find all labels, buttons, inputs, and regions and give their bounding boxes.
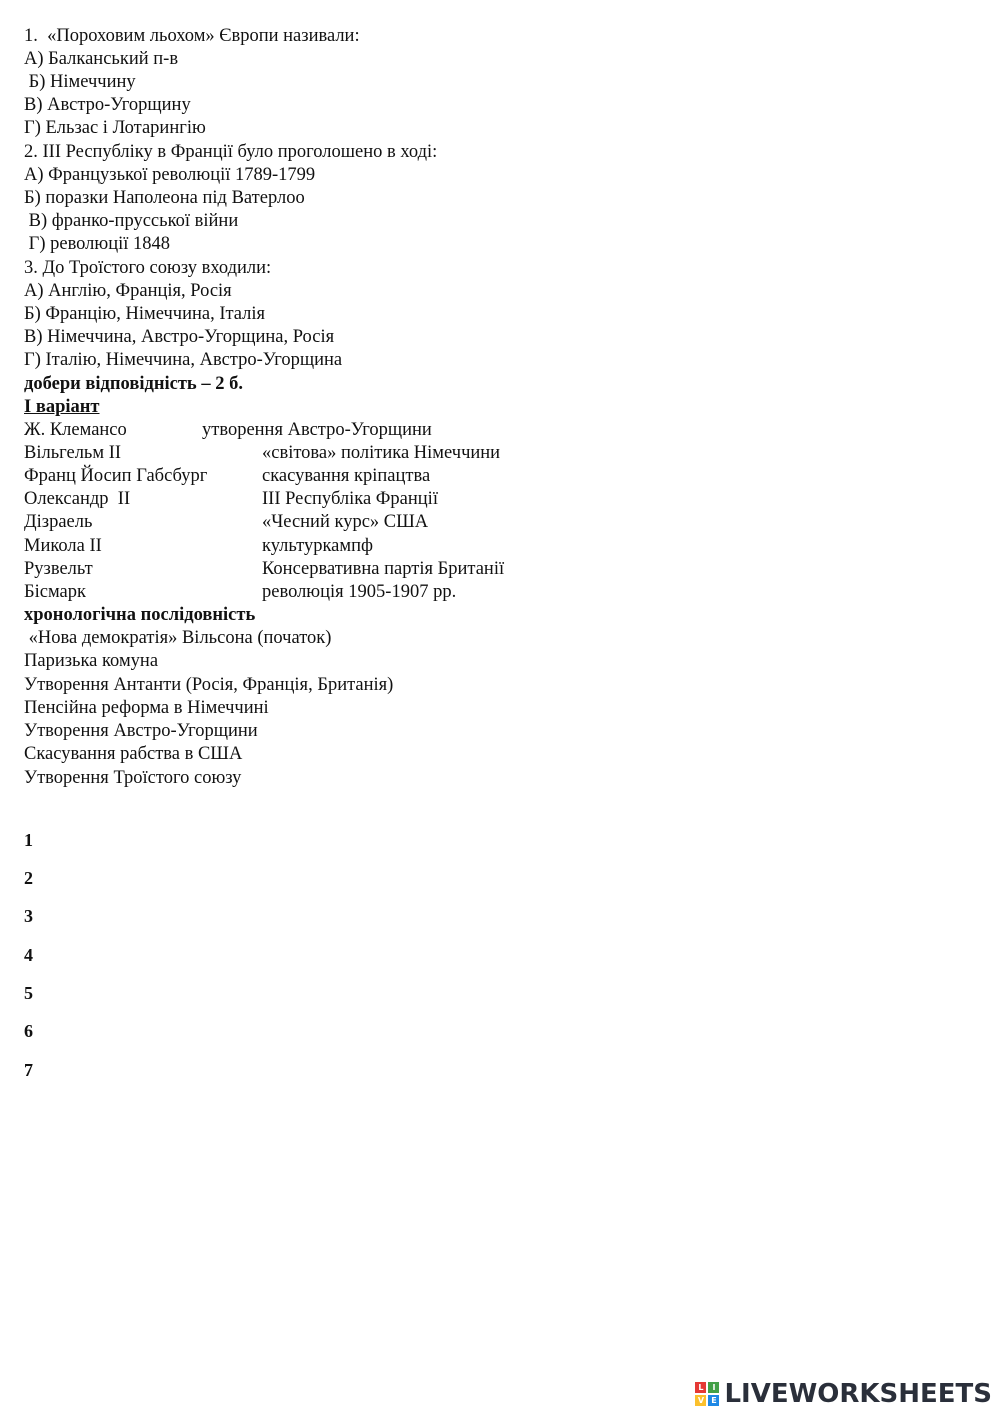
- answer-number-5: 5: [24, 983, 33, 1003]
- q2-option-a: А) Французької революції 1789-1799: [24, 165, 316, 185]
- liveworksheets-logo-icon: [695, 1382, 719, 1406]
- chronology-item-5: Утворення Австро-Угорщини: [24, 721, 258, 741]
- answer-number-4: 4: [24, 945, 33, 965]
- question-3: 3. До Троїстого союзу входили:: [24, 258, 272, 278]
- logo-text: LIVEWORKSHEETS: [724, 1379, 992, 1409]
- chronology-heading: хронологічна послідовність: [24, 605, 256, 625]
- q3-option-d: Г) Італію, Німеччина, Австро-Угорщина: [24, 350, 343, 370]
- q3-option-a: А) Англію, Франція, Росія: [24, 281, 232, 301]
- q1-option-b: Б) Німеччину: [24, 72, 136, 92]
- match-left-1: Ж. Клемансо: [24, 420, 127, 440]
- chronology-item-3: Утворення Антанти (Росія, Франція, Британія): [24, 675, 394, 695]
- match-left-5: Дізраель: [24, 512, 93, 532]
- q1-option-a: А) Балканський п-в: [24, 49, 179, 69]
- matching-heading: добери відповідність – 2 б.: [24, 374, 243, 394]
- chronology-item-4: Пенсійна реформа в Німеччині: [24, 698, 269, 718]
- match-right-2: «світова» політика Німеччини: [262, 443, 501, 463]
- answer-number-1: 1: [24, 830, 33, 850]
- logo-block-e: E: [708, 1395, 719, 1406]
- answer-number-3: 3: [24, 906, 33, 926]
- q3-option-b: Б) Францію, Німеччина, Італія: [24, 304, 266, 324]
- chronology-item-2: Паризька комуна: [24, 651, 159, 671]
- answer-number-7: 7: [24, 1060, 33, 1080]
- match-left-6: Микола ІІ: [24, 536, 102, 556]
- logo-block-i: I: [708, 1382, 719, 1393]
- match-right-8: революція 1905-1907 рр.: [262, 582, 457, 602]
- chronology-item-7: Утворення Троїстого союзу: [24, 768, 242, 788]
- chronology-item-6: Скасування рабства в США: [24, 744, 243, 764]
- logo-block-l: L: [695, 1382, 706, 1393]
- match-right-6: культуркампф: [262, 536, 373, 556]
- q2-option-b: Б) поразки Наполеона під Ватерлоо: [24, 188, 305, 208]
- liveworksheets-logo: [695, 1379, 992, 1409]
- match-right-3: скасування кріпацтва: [262, 466, 431, 486]
- q2-option-c: В) франко-прусської війни: [24, 211, 239, 231]
- answer-number-2: 2: [24, 868, 33, 888]
- match-right-5: «Чесний курс» США: [262, 512, 429, 532]
- q1-option-c: В) Австро-Угорщину: [24, 95, 191, 115]
- q1-option-d: Г) Ельзас і Лотарингію: [24, 118, 206, 138]
- match-left-4: Олександр ІІ: [24, 489, 131, 509]
- match-right-4: ІІІ Республіка Франції: [262, 489, 438, 509]
- chronology-item-1: «Нова демократія» Вільсона (початок): [24, 628, 332, 648]
- variant-label: І варіант: [24, 397, 100, 417]
- answer-number-6: 6: [24, 1021, 33, 1041]
- question-2: 2. ІІІ Республіку в Франції було проголошено в ході:: [24, 142, 438, 162]
- q2-option-d: Г) революції 1848: [24, 234, 171, 254]
- match-left-7: Рузвельт: [24, 559, 93, 579]
- match-left-2: Вільгельм ІІ: [24, 443, 122, 463]
- match-right-7: Консервативна партія Британії: [262, 559, 505, 579]
- q3-option-c: В) Німеччина, Австро-Угорщина, Росія: [24, 327, 335, 347]
- match-left-8: Бісмарк: [24, 582, 87, 602]
- match-right-1: утворення Австро-Угорщини: [202, 420, 432, 440]
- logo-block-v: V: [695, 1395, 706, 1406]
- question-1: 1. «Пороховим льохом» Європи називали:: [24, 26, 360, 46]
- match-left-3: Франц Йосип Габсбург: [24, 466, 208, 486]
